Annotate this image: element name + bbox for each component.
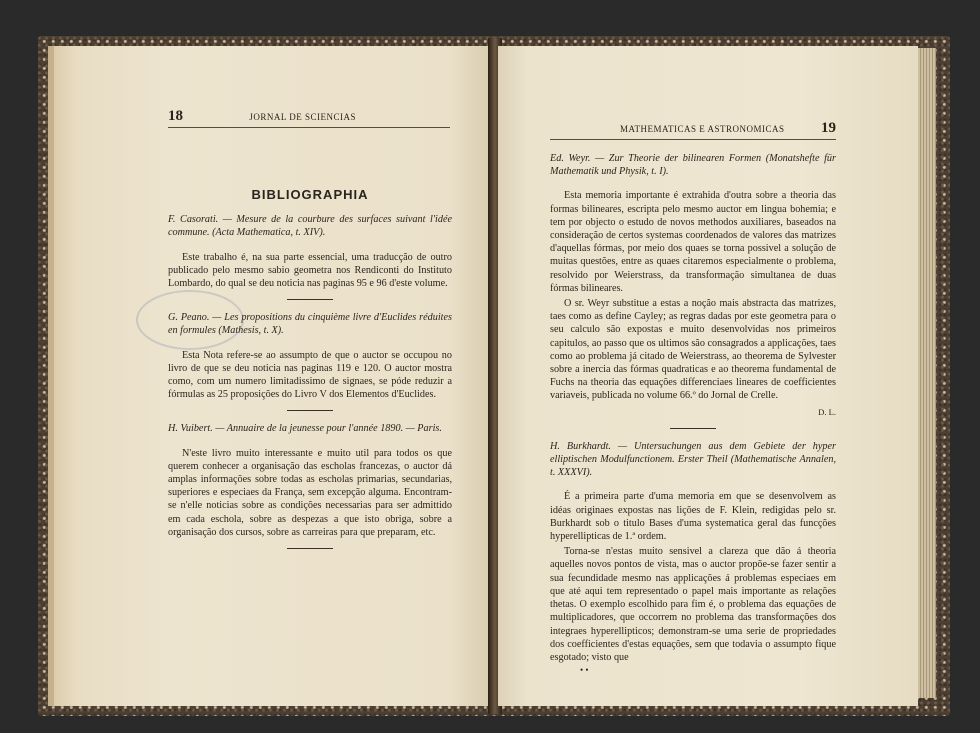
entry-signature: D. L. xyxy=(818,406,836,417)
entry-body: N'este livro muito interessante e muito util para todos os que querem conhecer a organisação das escholas francezas, o auctor dá amplas informações sobre todas as escholas primarias, secundarias, superiores e especiaes da França, sem excepção alguma. Encontram-se n'elle noticias sobre as condições necessarias para ser admittido em cada eschola, sobre as despezas a que isto obriga, sobre a organisação dos cursos, sobre as carreiras para que preparam, etc. xyxy=(168,447,452,538)
right-page-header xyxy=(550,120,836,140)
entry-reference: G. Peano. — Les propositions du cinquième livre d'Euclides réduites en formules (Mathesis, t. X). xyxy=(168,312,452,337)
page-number-right: 19 xyxy=(821,120,836,136)
separator-rule xyxy=(670,428,716,429)
left-column xyxy=(168,188,452,560)
left-page-header xyxy=(168,108,450,128)
entry-paragraph: Torna-se n'estas muito sensivel a clareza que dão á theoria aquelles novos pontos de vista, mas o auctor propõe-se fazer sentir a sua fecundidade mesmo nas applicações á problemas especiaes em que até aqui tem representado o papel mais importante as relações thetas. O exemplo escolhido para fim é, o problema das equações de multiplicadores, que occorrem no problema das transformações dos integraes hyperellipticos; demonstram-se uma serie de propriedades dos coefficientes d'estas equações, sem que todavia o assumpto fique esgotado; visto que xyxy=(550,546,836,663)
separator-rule xyxy=(287,410,333,411)
page-number-left: 18 xyxy=(168,108,183,124)
separator-rule xyxy=(287,548,333,549)
running-head-right: MATHEMATICAS E ASTRONOMICAS xyxy=(620,124,785,134)
entry-paragraph: Esta memoria importante é extrahida d'outra sobre a theoria das formas bilineares, escripta pelo mesmo auctor em lingua bohemia; e tem por objecto o estudo de novos methodos auxiliares, baseados na consideração de certos systemas coordenados de valores das matrizes d'aquellas fórmas, por meio dos quaes se torna possivel a solução de muitas questões, entre as quaes citaremos especialmente o problema, resolvido por Weierstrass, da transformação simultanea de duas fórmas bilineares. xyxy=(550,190,836,294)
left-page xyxy=(48,46,490,706)
entry-body: Esta Nota refere-se ao assumpto de que o auctor se occupou no livro de que se deu noticia nas paginas 119 e 120. O auctor mostra como, com um numero limitadissimo de signaes, se póde reduzir a fórmulas as 25 proposições do Livro V dos Elementos d'Euclides. xyxy=(168,349,452,401)
page-edges xyxy=(918,48,936,698)
entry-paragraph: O sr. Weyr substitue a estas a noção mais abstracta das matrizes, taes como as define Cayley; as regras dadas por este geometra para o seu calculo são expostas e muito desenvolvidas nos primeiros capitulos, ao passo que os ultimos são consagrados a applicações, taes como ao problema já citado de Weierstrass, ao theorema de Sylvester sobre a inercia das fórmas quadraticas e ao theorema fundamental de Fuchs na theoria das equações differenciaes lineares de coefficientes variaveis, publicada no volume 66.º do Jornal de Crelle. xyxy=(550,298,836,402)
entry-reference: H. Vuibert. — Annuaire de la jeunesse pour l'année 1890. — Paris. xyxy=(168,423,442,435)
right-column xyxy=(550,152,836,677)
entry-body: Este trabalho é, na sua parte essencial, uma traducção de outro publicado pelo mesmo sabio geometra nos Rendiconti do Instituto Lombardo, do qual se deu noticia nas paginas 95 e 96 d'este volume. xyxy=(168,251,452,290)
page-footer-mark: • • xyxy=(580,665,589,676)
entry-reference: F. Casorati. — Mesure de la courbure des surfaces suivant l'idée commune. (Acta Mathematica, t. XIV). xyxy=(168,214,452,239)
entry-paragraph: É a primeira parte d'uma memoria em que se desenvolvem as idéas originaes expostas nas lições de F. Klein, redigidas pelo sr. Burkhardt sob o titulo Bases d'uma systematica geral das funcções hyperellipticas de 1.ª ordem. xyxy=(550,491,836,543)
separator-rule xyxy=(287,299,333,300)
entry-reference: H. Burkhardt. — Untersuchungen aus dem Gebiete der hyper elliptischen Modulfunctionem. Erster Theil (Mathematische Annalen, t. XXXVI). xyxy=(550,440,836,479)
entry-reference: Ed. Weyr. — Zur Theorie der bilinearen Formen (Monatshefte für Mathematik und Physik, t. I). xyxy=(550,153,836,178)
running-head-left: JORNAL DE SCIENCIAS xyxy=(249,112,356,122)
section-title: BIBLIOGRAPHIA xyxy=(251,187,369,202)
right-page xyxy=(498,46,918,706)
